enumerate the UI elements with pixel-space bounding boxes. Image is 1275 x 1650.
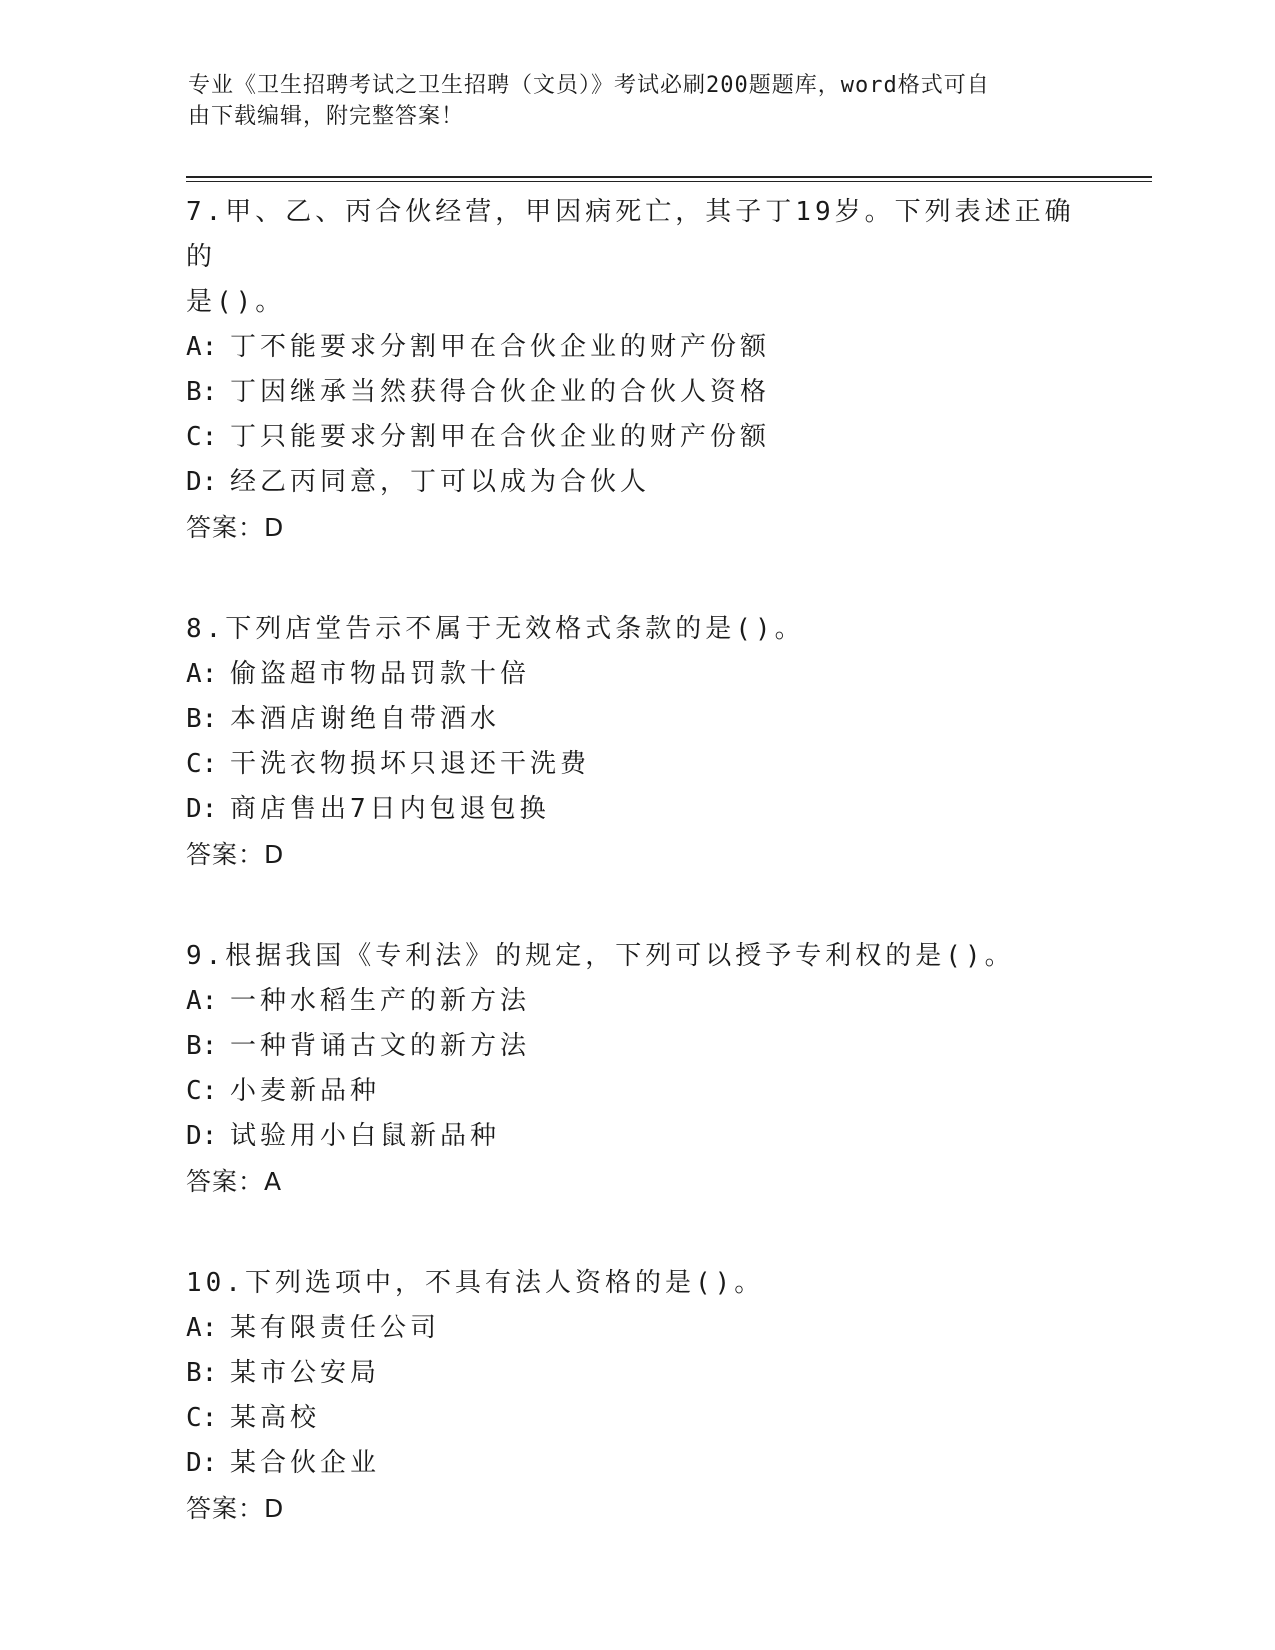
option-key: C: xyxy=(186,1403,218,1433)
option-key: A: xyxy=(186,1313,218,1343)
question-stem: 7.甲、乙、丙合伙经营，甲因病死亡，其子丁19岁。下列表述正确的 xyxy=(186,197,1075,272)
answer-line: 答案：D xyxy=(186,513,285,542)
option-key: A: xyxy=(186,986,218,1016)
option-key: B: xyxy=(186,377,218,407)
question-stem: 8.下列店堂告示不属于无效格式条款的是()。 xyxy=(186,614,805,644)
header-divider-thin xyxy=(186,181,1152,182)
option-c xyxy=(186,1396,1086,1441)
option-a xyxy=(186,652,1086,697)
option-key: D: xyxy=(186,794,218,824)
option-d xyxy=(186,1441,1086,1486)
option-text: 丁只能要求分割甲在合伙企业的财产份额 xyxy=(230,422,771,452)
option-text: 一种水稻生产的新方法 xyxy=(230,986,531,1016)
header-line-1: 专业《卫生招聘考试之卫生招聘（文员）》考试必刷200题题库，word格式可自 xyxy=(188,73,990,98)
option-text: 经乙丙同意，丁可以成为合伙人 xyxy=(230,467,651,497)
option-d xyxy=(186,787,1086,832)
option-a xyxy=(186,325,1086,370)
question-7 xyxy=(186,190,1086,550)
question-list xyxy=(186,190,1086,1588)
option-text: 偷盗超市物品罚款十倍 xyxy=(230,659,531,689)
question-9 xyxy=(186,934,1086,1204)
option-text: 某合伙企业 xyxy=(230,1448,381,1478)
option-key: B: xyxy=(186,1358,218,1388)
option-key: A: xyxy=(186,332,218,362)
option-key: B: xyxy=(186,1031,218,1061)
question-10 xyxy=(186,1261,1086,1531)
option-text: 小麦新品种 xyxy=(230,1076,381,1106)
option-b xyxy=(186,370,1086,415)
question-stem-continued: 是()。 xyxy=(186,287,286,317)
answer-line: 答案：D xyxy=(186,1494,285,1523)
option-text: 丁不能要求分割甲在合伙企业的财产份额 xyxy=(230,332,771,362)
option-text: 干洗衣物损坏只退还干洗费 xyxy=(230,749,591,779)
option-d xyxy=(186,460,1086,505)
option-text: 某高校 xyxy=(230,1403,321,1433)
option-text: 某有限责任公司 xyxy=(230,1313,441,1343)
option-text: 某市公安局 xyxy=(230,1358,381,1388)
answer-line: 答案：D xyxy=(186,840,285,869)
option-c xyxy=(186,742,1086,787)
option-text: 一种背诵古文的新方法 xyxy=(230,1031,531,1061)
option-a xyxy=(186,1306,1086,1351)
option-key: C: xyxy=(186,1076,218,1106)
option-text: 丁因继承当然获得合伙企业的合伙人资格 xyxy=(230,377,771,407)
question-8 xyxy=(186,607,1086,877)
option-key: C: xyxy=(186,749,218,779)
option-a xyxy=(186,979,1086,1024)
option-key: B: xyxy=(186,704,218,734)
option-key: D: xyxy=(186,1121,218,1151)
option-key: C: xyxy=(186,422,218,452)
question-stem: 10.下列选项中，不具有法人资格的是()。 xyxy=(186,1268,765,1298)
option-text: 试验用小白鼠新品种 xyxy=(230,1121,501,1151)
option-c xyxy=(186,415,1086,460)
option-b xyxy=(186,1351,1086,1396)
option-key: A: xyxy=(186,659,218,689)
option-d xyxy=(186,1114,1086,1159)
option-text: 商店售出7日内包退包换 xyxy=(230,794,550,824)
answer-line: 答案：A xyxy=(186,1167,283,1196)
option-c xyxy=(186,1069,1086,1114)
header-divider-thick xyxy=(186,176,1152,178)
option-key: D: xyxy=(186,467,218,497)
header-line-2: 由下载编辑，附完整答案！ xyxy=(188,104,465,129)
option-key: D: xyxy=(186,1448,218,1478)
option-b xyxy=(186,1024,1086,1069)
question-stem: 9.根据我国《专利法》的规定，下列可以授予专利权的是()。 xyxy=(186,941,1015,971)
option-text: 本酒店谢绝自带酒水 xyxy=(230,704,501,734)
option-b xyxy=(186,697,1086,742)
document-header xyxy=(188,70,1088,132)
